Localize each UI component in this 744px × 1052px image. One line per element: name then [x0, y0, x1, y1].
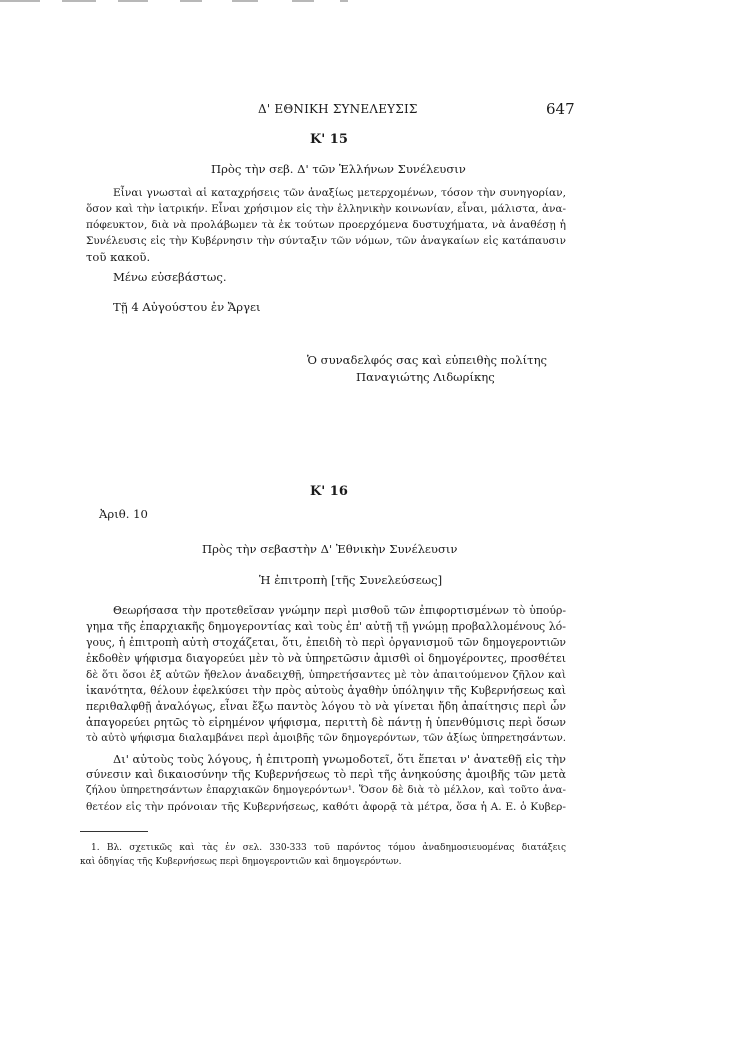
body-line: ζήλου ὑπηρετησάντων ἐπαρχιακῶν δημογερόντων¹. Ὅσον δὲ διὰ τὸ μέλλον, καὶ τοῦτο ἀνα-	[86, 785, 566, 796]
body-line: γους, ἡ ἐπιτροπὴ αὐτὴ στοχάζεται, ὅτι, ἐπειδὴ τὸ περὶ ὀργανισμοῦ τῶν δημογεροντιῶν	[86, 636, 566, 649]
body-line: σύνεσιν καὶ δικαιοσύνην τῆς Κυβερνήσεως τὸ περὶ τῆς ἀνηκούσης ἀμοιβῆς τῶν μετὰ	[86, 768, 566, 781]
closing-line: Μένω εὐσεβάστως.	[113, 270, 227, 284]
body-line: Συνέλευσις εἰς τὴν Κυβέρνησιν τὴν σύνταξιν τῶν νόμων, τῶν ἀναγκαίων εἰς κατάπαυσιν	[86, 235, 566, 247]
body-line: ἀπαγορεύει ρητῶς τὸ εἰρημένον ψήφισμα, περιττὴ δὲ πάντῃ ἡ ὑπενθύμισις περὶ ὅσων	[86, 716, 566, 729]
document-number: Κ' 16	[310, 484, 348, 499]
page-number: 647	[546, 100, 575, 118]
sender-line: Ἡ ἐπιτροπὴ [τῆς Συνελεύσεως]	[259, 573, 443, 587]
body-line: τοῦ κακοῦ.	[86, 250, 151, 264]
address-line: Πρὸς τὴν σεβαστὴν Δ' Ἐθνικὴν Συνέλευσιν	[202, 542, 458, 556]
body-line: ὅσον καὶ τὴν ἰατρικήν. Εἶναι χρήσιμον εἰς τὴν ἑλληνικὴν κοινωνίαν, εἶναι, μάλιστα, ἀνα-	[86, 203, 566, 215]
reference-number: Ἀριθ. 10	[99, 507, 148, 521]
body-line: θετέον εἰς τὴν πρόνοιαν τῆς Κυβερνήσεως, καθότι ἀφορᾷ τὰ μέτρα, ὅσα ἡ Α. Ε. ὁ Κυβερ-	[86, 801, 566, 813]
body-line: ἱκανότητα, θέλουν ἐφελκύσει τὴν πρὸς αὐτοὺς ἀγαθὴν ὑπόληψιν τῆς Κυβερνήσεως καὶ	[86, 684, 566, 697]
document-number: Κ' 15	[310, 132, 348, 147]
footnote-divider	[80, 831, 148, 832]
body-line: Θεωρήσασα τὴν προτεθεῖσαν γνώμην περὶ μισθοῦ τῶν ἐπιφορτισμένων τὸ ὑπούρ-	[113, 604, 566, 617]
body-line: ἐκδοθὲν ψήφισμα διαγορεύει μὲν τὸ νὰ ὑπηρετῶσιν ἀμισθὶ οἱ δημογέροντες, προσθέτει	[86, 652, 566, 665]
address-line: Πρὸς τὴν σεβ. Δ' τῶν Ἑλλήνων Συνέλευσιν	[211, 162, 466, 176]
date-place: Τῇ 4 Αὐγούστου ἐν Ἄργει	[113, 300, 261, 314]
body-line: περιθαλφθῇ ἀναλόγως, εἶναι ἔξω παντὸς λόγου τὸ νὰ γίνεται ἤδη ἀπαίτησις περὶ ὧν	[86, 700, 566, 713]
footnote-line: 1. Βλ. σχετικῶς καὶ τὰς ἐν σελ. 330-333 τοῦ παρόντος τόμου ἀναδημοσιευομένας διατάξεις	[91, 843, 566, 853]
body-line: δὲ ὅτι ὅσοι ἐξ αὐτῶν ἤθελον ἀναδειχθῇ, ὑπηρετήσαντες μὲ τὸν ἀπαιτούμενον ζῆλον καὶ	[86, 669, 566, 681]
body-line: Εἶναι γνωσταὶ αἱ καταχρήσεις τῶν ἀναξίως μετερχομένων, τόσον τὴν συνηγορίαν,	[113, 187, 566, 199]
footnote-line: καὶ ὁδηγίας τῆς Κυβερνήσεως περὶ δημογεροντιῶν καὶ δημογερόντων.	[80, 857, 402, 867]
body-line: πόφευκτον, διὰ νὰ προλάβωμεν τὰ ἐκ τούτων προερχόμενα δυστυχήματα, νὰ ἀναθέσῃ ἡ	[86, 219, 566, 231]
signature-line: Ὁ συναδελφός σας καὶ εὐπειθὴς πολίτης	[307, 353, 548, 367]
body-line: Δι' αὐτοὺς τοὺς λόγους, ἡ ἐπιτροπὴ γνωμοδοτεῖ, ὅτι ἕπεται ν' ἀνατεθῇ εἰς τὴν	[113, 752, 566, 766]
scan-top-edge	[0, 0, 744, 2]
body-line: γημα τῆς ἐπαρχιακῆς δημογεροντίας καὶ τοὺς ἐπ' αὐτῇ τῇ γνώμῃ προβαλλομένους λό-	[86, 620, 566, 633]
body-line: τὸ αὐτὸ ψήφισμα διαλαμβάνει περὶ ἀμοιβῆς τῶν δημογερόντων, τῶν ἀξίως ὑπηρετησάντων.	[86, 733, 566, 744]
signature-name: Παναγιώτης Λιδωρίκης	[356, 370, 495, 384]
running-title: Δ' ΕΘΝΙΚΗ ΣΥΝΕΛΕΥΣΙΣ	[258, 102, 418, 116]
